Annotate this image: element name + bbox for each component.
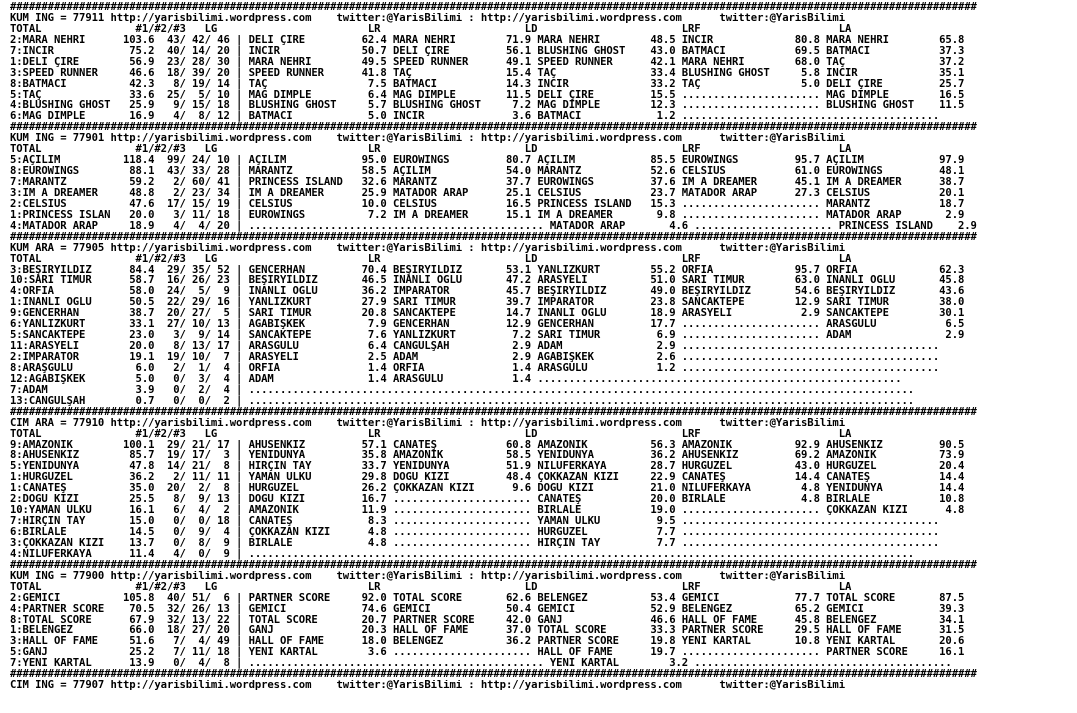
horse-row: 9:AMAZONİK 100.1 29/ 21/ 17 | AHUSENKIZ 57.1 CANATEŞ 60.8 AMAZONİK 56.3 AMAZONİK 92.9 AHUSENKIZ 90.5	[10, 439, 965, 451]
horse-row: 4:PARTNER SCORE 70.5 32/ 26/ 13 | GEMİCİ 74.6 GEMİCİ 50.4 GEMİCİ 52.9 BELENGEZ 65.2 GEMİCİ 39.3	[10, 603, 965, 615]
horse-row: 3:ÇOKKAZAN KIZI 13.7 0/ 8/ 9 | BİRLALE 4.8 ...................... HIRÇIN TAY 7.7 .........................................	[10, 537, 940, 549]
horse-row: 5:GANJ 25.2 7/ 11/ 18 | YENİ KARTAL 3.6 ...................... HALL OF FAME 19.7 ...................... PARTNER SCORE 16.1	[10, 647, 965, 659]
horse-row: 1:PRINCESS ISLAN 20.0 3/ 11/ 18 | EUROWINGS 7.2 IM A DREAMER 15.1 IM A DREAMER 9.8 ...................... MATADOR ARAP 2.9	[10, 209, 965, 221]
section-divider: ##########################################################################################################################################################	[10, 231, 977, 243]
column-header: TOTAL #1/#2/#3 LG LR LD LRF LA	[10, 253, 852, 265]
horse-row: 4:MATADOR ARAP 18.9 4/ 4/ 20 | ............................................... MATADOR ARAP 4.6 ...................... PRINCESS ISLAND 2.9	[10, 220, 977, 232]
horse-row: 7:İNCİR 75.2 40/ 14/ 20 | İNCİR 50.7 DELİ ÇİRE 56.1 BLUSHING GHOST 43.0 BATMACI 69.5 BATMACI 37.3	[10, 45, 965, 57]
section-divider: ##########################################################################################################################################################	[10, 122, 977, 134]
column-header: TOTAL #1/#2/#3 LG LR LD LRF LA	[10, 581, 852, 593]
horse-row: 7:MARANTZ 59.2 2/ 60/ 41 | PRINCESS ISLAND 32.6 MARANTZ 37.7 EUROWINGS 37.6 IM A DREAMER 45.1 IM A DREAMER 38.7	[10, 177, 965, 188]
horse-row: 6:YANLIZKURT 33.1 27/ 10/ 13 | AĞABİŞKEK 7.9 GENCERHAN 12.9 GENCERHAN 17.7 ...................... ARASGÜLÜ 6.5	[10, 319, 965, 331]
column-header: TOTAL #1/#2/#3 LG LR LD LRF LA	[10, 144, 852, 156]
horse-row: 4:BLUSHING GHOST 25.9 9/ 15/ 18 | BLUSHING GHOST 5.7 BLUSHING GHOST 7.2 MAG DIMPLE 12.3 ...................... BLUSHING GHOST 11.5	[10, 100, 965, 112]
race-header: CIM ING = 77907 http://yarisbilimi.wordpress.com twitter:@YarisBilimi : http://yarisbilimi.wordpress.com twitter:@YarisBilimi	[10, 680, 845, 692]
horse-row: 6:MAG DIMPLE 16.9 4/ 8/ 12 | BATMACI 5.0 İNCİR 3.6 BATMACI 1.2 .........................................	[10, 111, 940, 123]
horse-row: 3:BEŞİRYILDIZ 84.4 29/ 35/ 52 | GENCERHAN 70.4 BEŞİRYILDIZ 53.1 YANLIZKURT 55.2 ORFİA 95.7 ORFİA 62.3	[10, 264, 965, 276]
horse-row: 3:IM A DREAMER 48.8 2/ 23/ 34 | IM A DREAMER 25.9 MATADOR ARAP 25.1 CELSIUS 23.7 MATADOR ARAP 27.3 CELSIUS 20.1	[10, 187, 965, 199]
race-header: KUM ING = 77901 http://yarisbilimi.wordpress.com twitter:@YarisBilimi : http://yarisbilimi.wordpress.com twitter:@YarisBilimi	[10, 133, 845, 145]
horse-row: 4:NİLÜFERKAYA 11.4 4/ 0/ 9 | ..........................................................................................................	[10, 548, 915, 560]
horse-row: 2:GEMİCİ 105.8 40/ 51/ 6 | PARTNER SCORE 92.0 TOTAL SCORE 62.6 BELENGEZ 53.4 GEMİCİ 77.7 TOTAL SCORE 87.5	[10, 592, 965, 604]
horse-row: 1:HÜRGÜZEL 36.2 2/ 11/ 11 | YAMAN ÜLKÜ 29.8 DOĞU KIZI 48.4 ÇOKKAZAN KIZI 22.9 CANATEŞ 14.4 CANATEŞ 14.4	[10, 472, 965, 484]
horse-row: 7:ADAM 3.9 0/ 2/ 4 | ..........................................................................................................	[10, 384, 915, 396]
horse-row: 5:AÇILIM 118.4 99/ 24/ 10 | AÇILIM 95.0 EUROWINGS 80.7 AÇILIM 85.5 EUROWINGS 95.7 AÇILIM 97.9	[10, 155, 965, 167]
horse-row: 1:İNANLI OĞLU 50.5 22/ 29/ 16 | YANLIZKURT 27.9 SARI TİMUR 39.7 İMPARATOR 23.8 SANCAKTEPE 12.9 SARI TİMUR 38.0	[10, 297, 965, 309]
race-header: CIM ARA = 77910 http://yarisbilimi.wordpress.com twitter:@YarisBilimi : http://yarisbilimi.wordpress.com twitter:@YarisBilimi	[10, 417, 845, 429]
horse-row: 8:EUROWINGS 88.1 43/ 33/ 28 | MARANTZ 58.5 AÇILIM 54.0 MARANTZ 52.6 CELSIUS 61.0 EUROWINGS 48.1	[10, 166, 965, 177]
horse-row: 11:ARASYELİ 20.0 8/ 13/ 17 | ARASGÜLÜ 6.4 CANGÜLŞAH 2.9 ADAM 2.9 .........................................	[10, 341, 940, 352]
horse-row: 13:CANGÜLŞAH 0.7 0/ 0/ 2 | ..........................................................................................................	[10, 395, 915, 407]
horse-row: 3:HALL OF FAME 51.6 7/ 4/ 49 | HALL OF FAME 18.0 BELENGEZ 36.2 PARTNER SCORE 19.8 YENİ KARTAL 10.8 YENİ KARTAL 20.6	[10, 636, 965, 648]
column-header: TOTAL #1/#2/#3 LG LR LD LRF LA	[10, 23, 852, 35]
race-header: KUM ING = 77911 http://yarisbilimi.wordpress.com twitter:@YarisBilimi : http://yarisbilimi.wordpress.com twitter:@YarisBilimi	[10, 12, 845, 24]
horse-row: 10:YAMAN ÜLKÜ 16.1 6/ 4/ 2 | AMAZONİK 11.9 ...................... BİRLALE 19.0 ...................... ÇOKKAZAN KIZI 4.8	[10, 505, 965, 517]
horse-row: 5:YENİDÜNYA 47.8 14/ 21/ 8 | HIRÇIN TAY 33.7 YENİDÜNYA 51.9 NİLÜFERKAYA 28.7 HÜRGÜZEL 43.0 HÜRGÜZEL 20.4	[10, 461, 965, 473]
horse-row: 10:SARI TİMUR 58.7 16/ 26/ 23 | BEŞİRYILDIZ 46.5 İNANLI OĞLU 47.2 ARASYELİ 51.0 SARI TİMUR 63.0 İNANLI OĞLU 45.8	[10, 275, 965, 287]
horse-row: 5:TAÇ 33.6 25/ 5/ 10 | MAG DIMPLE 6.4 MAG DIMPLE 11.5 DELİ ÇİRE 15.5 ...................... MAG DIMPLE 16.5	[10, 89, 965, 101]
horse-row: 2:MARA NEHRİ 103.6 43/ 42/ 46 | DELİ ÇİRE 62.4 MARA NEHRİ 71.9 MARA NEHRİ 48.5 İNCİR 80.8 MARA NEHRİ 65.8	[10, 34, 965, 46]
horse-row: 5:SANCAKTEPE 23.0 3/ 9/ 14 | SANCAKTEPE 7.6 YANLIZKURT 7.2 SARI TİMUR 6.9 ...................... ADAM 2.9	[10, 330, 965, 342]
section-divider: ##########################################################################################################################################################	[10, 2, 977, 13]
horse-row: 12:AĞABİŞKEK 5.0 0/ 3/ 4 | ADAM 1.4 ARASGÜLÜ 1.4 ..........................................................	[10, 373, 902, 385]
race-header: KUM ING = 77900 http://yarisbilimi.wordpress.com twitter:@YarisBilimi : http://yarisbilimi.wordpress.com twitter:@YarisBilimi	[10, 570, 845, 582]
horse-row: 8:AHUSENKIZ 85.7 19/ 17/ 3 | YENİDÜNYA 35.8 AMAZONİK 58.5 YENİDÜNYA 36.2 AHUSENKIZ 69.2 AMAZONİK 73.9	[10, 450, 965, 462]
horse-row: 8:TOTAL SCORE 67.9 32/ 13/ 22 | TOTAL SCORE 20.7 PARTNER SCORE 42.0 GANJ 46.6 HALL OF FAME 45.8 BELENGEZ 34.1	[10, 614, 965, 626]
horse-row: 8:BATMACI 42.3 8/ 19/ 14 | TAÇ 7.5 BATMACI 14.3 İNCİR 33.2 TAÇ 5.0 DELİ ÇİRE 25.7	[10, 78, 965, 90]
horse-row: 2:CELSIUS 47.6 17/ 15/ 19 | CELSIUS 10.0 CELSIUS 16.5 PRINCESS ISLAND 15.3 ...................... MARANTZ 18.7	[10, 198, 965, 210]
race-header: KUM ARA = 77905 http://yarisbilimi.wordpress.com twitter:@YarisBilimi : http://yarisbilimi.wordpress.com twitter:@YarisBilimi	[10, 242, 845, 254]
section-divider: ##########################################################################################################################################################	[10, 406, 977, 418]
horse-row: 1:CANATEŞ 35.0 20/ 2/ 8 | HÜRGÜZEL 26.2 ÇOKKAZAN KIZI 9.6 DOĞU KIZI 21.0 NİLÜFERKAYA 4.8 YENİDÜNYA 14.4	[10, 483, 965, 495]
horse-row: 9:GENCERHAN 38.7 20/ 27/ 5 | SARI TİMUR 20.8 SANCAKTEPE 14.7 İNANLI OĞLU 18.9 ARASYELİ 2.9 SANCAKTEPE 30.1	[10, 308, 965, 320]
column-header: TOTAL #1/#2/#3 LG LR LD LRF LA	[10, 428, 852, 440]
race-stats-document	[10, 2, 1072, 711]
horse-row: 7:YENİ KARTAL 13.9 0/ 4/ 8 | ............................................... YENİ KARTAL 3.2 .........................................	[10, 658, 952, 670]
horse-row: 2:İMPARATOR 19.1 19/ 10/ 7 | ARASYELİ 2.5 ADAM 2.9 AĞABİŞKEK 2.6 .........................................	[10, 352, 940, 363]
horse-row: 8:ARAŞGÜLÜ 6.0 2/ 1/ 4 | ORFİA 1.4 ORFİA 1.4 ARASGÜLÜ 1.2 .........................................	[10, 362, 940, 374]
horse-row: 1:DELİ ÇİRE 56.9 23/ 28/ 30 | MARA NEHRİ 49.5 SPEED RUNNER 49.1 SPEED RUNNER 42.1 MARA NEHRİ 68.0 TAÇ 37.2	[10, 56, 965, 68]
section-divider: ##########################################################################################################################################################	[10, 559, 977, 571]
horse-row: 1:BELENGEZ 66.0 18/ 27/ 20 | GANJ 20.3 HALL OF FAME 37.0 TOTAL SCORE 33.3 PARTNER SCORE 29.5 HALL OF FAME 31.5	[10, 625, 965, 637]
horse-row: 6:BİRLALE 14.5 0/ 9/ 4 | ÇOKKAZAN KIZI 4.8 ...................... HÜRGÜZEL 7.7 .........................................	[10, 527, 940, 538]
horse-row: 3:SPEED RUNNER 46.6 18/ 39/ 20 | SPEED RUNNER 41.8 TAÇ 15.4 TAÇ 33.4 BLUSHING GHOST 5.8 İNCİR 35.1	[10, 67, 965, 79]
horse-row: 4:ORFİA 58.0 24/ 5/ 9 | İNANLI OĞLU 36.2 İMPARATOR 45.7 BEŞİRYILDIZ 49.0 BEŞİRYILDIZ 54.6 BEŞİRYILDIZ 43.6	[10, 286, 965, 298]
horse-row: 2:DOĞU KIZI 25.5 8/ 9/ 13 | DOĞU KIZI 16.7 ...................... CANATEŞ 20.0 BİRLALE 4.8 BİRLALE 10.8	[10, 494, 965, 506]
horse-row: 7:HIRÇIN TAY 15.0 0/ 0/ 18 | CANATEŞ 8.3 ...................... YAMAN ÜLKÜ 9.5 .........................................	[10, 516, 940, 527]
section-divider: ##########################################################################################################################################################	[10, 669, 977, 681]
